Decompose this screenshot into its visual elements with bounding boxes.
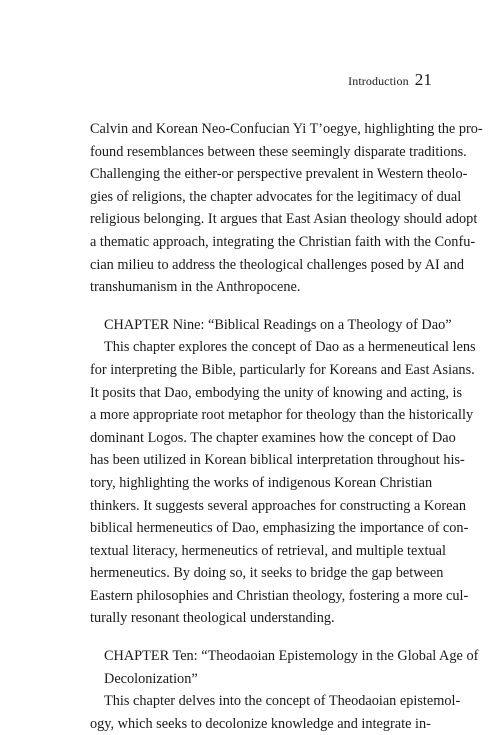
text-line: has been utilized in Korean biblical interpretation throughout his- (90, 452, 465, 469)
chapter-heading-line: CHAPTER Nine: “Biblical Readings on a Theology of Dao” (104, 316, 452, 333)
paragraph-spacer (90, 630, 418, 645)
chapter-ten-summary (90, 690, 461, 735)
text-line: religious belonging. It argues that East Asian theology should adopt (90, 211, 478, 228)
text-line: for interpreting the Bible, particularly for Koreans and East Asians. (90, 361, 475, 378)
text-line: This chapter explores the concept of Dao as a hermeneutical lens (104, 339, 476, 356)
text-line: a more appropriate root metaphor for theology than the historically (90, 407, 474, 424)
chapter-heading-line: Decolonization” (104, 670, 198, 687)
chapter-nine-summary (90, 336, 476, 630)
text-line: dominant Logos. The chapter examines how the concept of Dao (90, 429, 456, 446)
chapter-heading-line: CHAPTER Ten: “Theodaoian Epistemology in the Global Age of (104, 648, 479, 665)
text-line: transhumanism in the Anthropocene. (90, 279, 301, 296)
text-line: thinkers. It suggests several approaches for constructing a Korean (90, 497, 466, 514)
running-head (348, 70, 432, 90)
running-head-section: Introduction (348, 74, 409, 88)
page-number: 21 (414, 70, 432, 89)
text-line: ogy, which seeks to decolonize knowledge and integrate in- (90, 715, 431, 732)
chapter-nine-heading (90, 314, 452, 337)
paragraph-spacer (90, 299, 418, 314)
text-line: Challenging the either-or perspective prevalent in Western theolo- (90, 166, 468, 183)
text-line: tory, highlighting the works of indigenous Korean Christian (90, 474, 433, 491)
chapter-ten-heading (90, 645, 479, 690)
text-line: found resemblances between these seemingly disparate traditions. (90, 143, 467, 160)
text-line: biblical hermeneutics of Dao, emphasizing the importance of con- (90, 520, 469, 537)
text-line: textual literacy, hermeneutics of retrieval, and multiple textual (90, 542, 446, 559)
text-line: It posits that Dao, embodying the unity of knowing and acting, is (90, 384, 463, 401)
text-line: This chapter delves into the concept of Theodaoian epistemol- (104, 693, 461, 710)
text-line: hermeneutics. By doing so, it seeks to bridge the gap between (90, 565, 444, 582)
text-line: turally resonant theological understanding. (90, 610, 335, 627)
body-text (90, 118, 483, 735)
text-line: a thematic approach, integrating the Christian faith with the Confu- (90, 233, 476, 250)
text-line: gies of religions, the chapter advocates for the legitimacy of dual (90, 188, 462, 205)
text-line: cian milieu to address the theological challenges posed by AI and (90, 256, 464, 273)
text-line: Eastern philosophies and Christian theology, fostering a more cul- (90, 587, 469, 604)
text-line: Calvin and Korean Neo-Confucian Yi T’oegye, highlighting the pro- (90, 121, 483, 137)
paragraph-continuation (90, 118, 483, 299)
